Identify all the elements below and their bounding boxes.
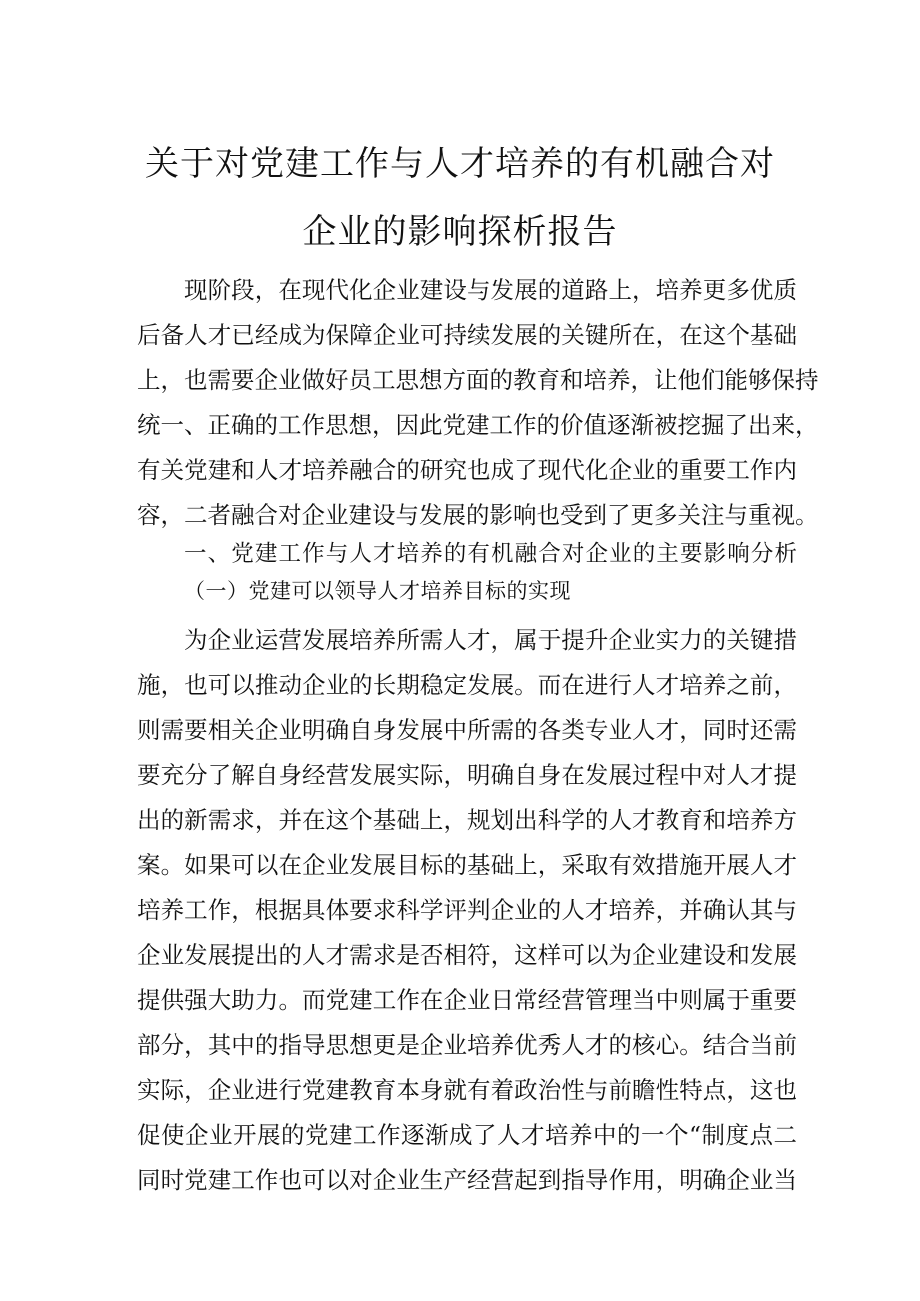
body-paragraph-line: 案。如果可以在企业发展目标的基础上，采取有效措施开展人才 [137, 851, 797, 879]
body-paragraph-line: 则需要相关企业明确自身发展中所需的各类专业人才，同时还需 [137, 716, 797, 744]
body-paragraph-line: 提供强大助力。而党建工作在企业日常经营管理当中则属于重要 [137, 986, 797, 1014]
subsection-heading: （一）党建可以领导人才培养目标的实现 [184, 579, 571, 603]
intro-paragraph-line: 有关党建和人才培养融合的研究也成了现代化企业的重要工作内 [137, 456, 797, 484]
section-heading: 一、党建工作与人才培养的有机融合对企业的主要影响分析 [184, 541, 797, 567]
document-title-line-1: 关于对党建工作与人才培养的有机融合对 [145, 144, 775, 184]
body-paragraph-line: 部分，其中的指导思想更是企业培养优秀人才的核心。结合当前 [137, 1031, 797, 1059]
body-paragraph-line: 同时党建工作也可以对企业生产经营起到指导作用，明确企业当 [137, 1166, 797, 1194]
body-paragraph-line: 为企业运营发展培养所需人才，属于提升企业实力的关键措 [184, 626, 797, 654]
intro-paragraph-line: 上，也需要企业做好员工思想方面的教育和培养，让他们能够保持 [137, 366, 819, 394]
document-title-line-2: 企业的影响探析报告 [302, 212, 618, 252]
body-paragraph-line: 企业发展提出的人才需求是否相符，这样可以为企业建设和发展 [137, 941, 797, 969]
body-paragraph-line: 出的新需求，并在这个基础上，规划出科学的人才教育和培养方 [137, 806, 797, 834]
intro-paragraph-line: 现阶段，在现代化企业建设与发展的道路上，培养更多优质 [184, 276, 797, 304]
intro-paragraph-line: 后备人才已经成为保障企业可持续发展的关键所在，在这个基础 [137, 321, 797, 349]
intro-paragraph-line: 容，二者融合对企业建设与发展的影响也受到了更多关注与重视。 [137, 501, 819, 529]
body-paragraph-line: 实际，企业进行党建教育本身就有着政治性与前瞻性特点，这也 [137, 1076, 797, 1104]
body-paragraph-line: 要充分了解自身经营发展实际，明确自身在发展过程中对人才提 [137, 761, 797, 789]
body-paragraph-line: 施，也可以推动企业的长期稳定发展。而在进行人才培养之前， [137, 671, 797, 699]
body-paragraph-line: 培养工作，根据具体要求科学评判企业的人才培养，并确认其与 [137, 896, 797, 924]
body-paragraph-line: 促使企业开展的党建工作逐渐成了人才培养中的一个“制度点二 [137, 1121, 797, 1149]
intro-paragraph-line: 统一、正确的工作思想，因此党建工作的价值逐渐被挖掘了出来， [137, 411, 819, 439]
